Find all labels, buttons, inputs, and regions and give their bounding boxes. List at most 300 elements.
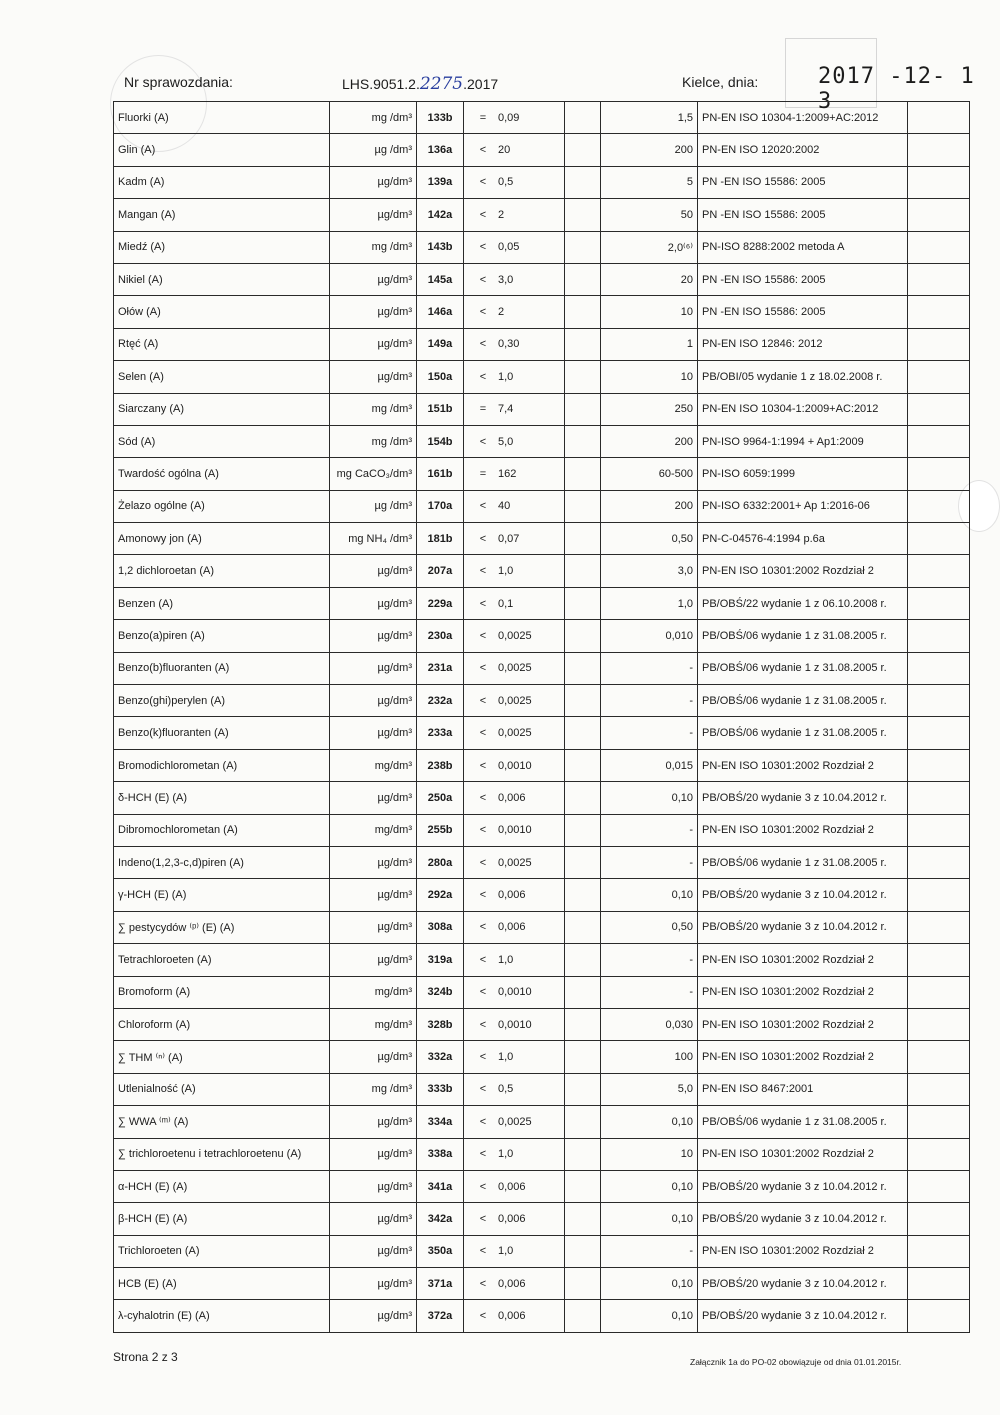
table-row (114, 1203, 970, 1235)
limit-value: 0,10 (601, 1203, 698, 1235)
result-value: 0,0025 (498, 1115, 532, 1128)
method: PN-EN ISO 12846: 2012 (698, 328, 908, 360)
result-value: 20 (498, 144, 511, 157)
result-value: 0,0010 (498, 986, 532, 999)
blank-cell (565, 361, 601, 393)
report-year: .2017 (463, 76, 499, 92)
unit: µg/dm³ (330, 1203, 417, 1235)
result-operator: < (479, 791, 487, 804)
table-row (114, 263, 970, 295)
blank-cell (908, 361, 970, 393)
limit-value: 60-500 (601, 458, 698, 490)
blank-cell (908, 199, 970, 231)
report-number-handwritten: 2275 (419, 74, 464, 94)
method: PN-EN ISO 10304-1:2009+AC:2012 (698, 102, 908, 134)
parameter-name: Benzo(b)fluoranten (A) (114, 652, 330, 684)
method: PN-ISO 8288:2002 metoda A (698, 231, 908, 263)
code: 231a (417, 652, 464, 684)
table-row (114, 166, 970, 198)
result-value: 7,4 (498, 403, 514, 416)
blank-cell (908, 749, 970, 781)
code: 229a (417, 587, 464, 619)
table-row (114, 685, 970, 717)
unit: µg/dm³ (330, 1106, 417, 1138)
unit: mg /dm³ (330, 102, 417, 134)
result-value: 1,0 (498, 1051, 514, 1064)
blank-cell (565, 263, 601, 295)
report-number (342, 74, 498, 94)
result (464, 879, 565, 911)
table-row (114, 555, 970, 587)
result-operator: < (479, 629, 487, 642)
result (464, 263, 565, 295)
table-row (114, 620, 970, 652)
result-operator: < (479, 435, 487, 448)
blank-cell (565, 944, 601, 976)
unit: µg/dm³ (330, 652, 417, 684)
table-row (114, 846, 970, 878)
blank-cell (908, 1073, 970, 1105)
table-row (114, 231, 970, 263)
result (464, 199, 565, 231)
blank-cell (565, 911, 601, 943)
method: PB/OBŚ/06 wydanie 1 z 31.08.2005 r. (698, 1106, 908, 1138)
result (464, 425, 565, 457)
limit-value: 1 (601, 328, 698, 360)
limit-value: 0,50 (601, 911, 698, 943)
unit: µg/dm³ (330, 944, 417, 976)
limit-value: 10 (601, 1138, 698, 1170)
parameter-name: Indeno(1,2,3-c,d)piren (A) (114, 846, 330, 878)
result-value: 2 (498, 306, 505, 319)
blank-cell (908, 717, 970, 749)
blank-cell (565, 1170, 601, 1202)
result (464, 814, 565, 846)
results-table (113, 101, 970, 1333)
table-row (114, 814, 970, 846)
method: PN-EN ISO 12020:2002 (698, 134, 908, 166)
blank-cell (565, 523, 601, 555)
blank-cell (908, 1041, 970, 1073)
result-operator: < (479, 597, 487, 610)
method: PB/OBŚ/06 wydanie 1 z 31.08.2005 r. (698, 685, 908, 717)
table-row (114, 134, 970, 166)
result-value: 1,0 (498, 953, 514, 966)
code: 146a (417, 296, 464, 328)
unit: mg/dm³ (330, 976, 417, 1008)
result-operator: < (479, 986, 487, 999)
limit-value: 200 (601, 134, 698, 166)
result-value: 2 (498, 208, 505, 221)
method: PB/OBŚ/20 wydanie 3 z 10.04.2012 r. (698, 1203, 908, 1235)
blank-cell (565, 134, 601, 166)
result (464, 166, 565, 198)
result-operator: < (479, 1245, 487, 1258)
method: PB/OBI/05 wydanie 1 z 18.02.2008 r. (698, 361, 908, 393)
unit: mg /dm³ (330, 1073, 417, 1105)
blank-cell (565, 1138, 601, 1170)
table-row (114, 296, 970, 328)
table-row (114, 199, 970, 231)
result (464, 361, 565, 393)
result-operator: < (479, 727, 487, 740)
parameter-name: ∑ WWA ⁽ᵐ⁾ (A) (114, 1106, 330, 1138)
blank-cell (908, 652, 970, 684)
code: 145a (417, 263, 464, 295)
blank-cell (565, 231, 601, 263)
result-value: 162 (498, 467, 517, 480)
limit-value: 0,10 (601, 1268, 698, 1300)
method: PN-EN ISO 10301:2002 Rozdział 2 (698, 1235, 908, 1267)
parameter-name: Benzo(ghi)perylen (A) (114, 685, 330, 717)
result-value: 0,0025 (498, 727, 532, 740)
unit: mg/dm³ (330, 1008, 417, 1040)
code: 133b (417, 102, 464, 134)
footer-note: Załącznik 1a do PO-02 obowiązuje od dnia 01.01.2015r. (690, 1357, 902, 1367)
blank-cell (908, 976, 970, 1008)
blank-cell (908, 1138, 970, 1170)
blank-cell (565, 490, 601, 522)
limit-value: 0,015 (601, 749, 698, 781)
parameter-name: γ-HCH (E) (A) (114, 879, 330, 911)
limit-value: - (601, 1235, 698, 1267)
result (464, 652, 565, 684)
result (464, 1041, 565, 1073)
limit-value: 250 (601, 393, 698, 425)
method: PB/OBŚ/20 wydanie 3 z 10.04.2012 r. (698, 1268, 908, 1300)
unit: µg/dm³ (330, 620, 417, 652)
table-row (114, 393, 970, 425)
blank-cell (565, 458, 601, 490)
method: PN -EN ISO 15586: 2005 (698, 166, 908, 198)
blank-cell (565, 846, 601, 878)
result-operator: < (479, 273, 487, 286)
table-row (114, 1300, 970, 1332)
blank-cell (565, 879, 601, 911)
limit-value: 3,0 (601, 555, 698, 587)
blank-cell (908, 231, 970, 263)
unit: µg/dm³ (330, 1170, 417, 1202)
limit-value: 10 (601, 296, 698, 328)
method: PN-EN ISO 10301:2002 Rozdział 2 (698, 1008, 908, 1040)
code: 328b (417, 1008, 464, 1040)
result (464, 1170, 565, 1202)
result-value: 0,0025 (498, 629, 532, 642)
result-operator: < (479, 500, 487, 513)
blank-cell (908, 263, 970, 295)
result-value: 0,006 (498, 1212, 526, 1225)
limit-value: 0,10 (601, 879, 698, 911)
parameter-name: HCB (E) (A) (114, 1268, 330, 1300)
code: 319a (417, 944, 464, 976)
table-row (114, 1138, 970, 1170)
report-header (0, 62, 1000, 114)
blank-cell (565, 587, 601, 619)
code: 139a (417, 166, 464, 198)
result-value: 0,0010 (498, 759, 532, 772)
result-value: 0,006 (498, 889, 526, 902)
code: 308a (417, 911, 464, 943)
result-value: 1,0 (498, 370, 514, 383)
result-value: 0,006 (498, 791, 526, 804)
parameter-name: Benzo(k)fluoranten (A) (114, 717, 330, 749)
parameter-name: δ-HCH (E) (A) (114, 782, 330, 814)
method: PN-ISO 9964-1:1994 + Ap1:2009 (698, 425, 908, 457)
parameter-name: Chloroform (A) (114, 1008, 330, 1040)
blank-cell (908, 490, 970, 522)
unit: µg/dm³ (330, 166, 417, 198)
result (464, 1235, 565, 1267)
result (464, 134, 565, 166)
table-row (114, 879, 970, 911)
result-operator: < (479, 176, 487, 189)
unit: µg/dm³ (330, 685, 417, 717)
blank-cell (565, 652, 601, 684)
parameter-name: Ołów (A) (114, 296, 330, 328)
result-value: 1,0 (498, 565, 514, 578)
code: 292a (417, 879, 464, 911)
unit: µg /dm³ (330, 134, 417, 166)
table-row (114, 523, 970, 555)
blank-cell (908, 782, 970, 814)
result-operator: = (479, 111, 487, 124)
table-row (114, 944, 970, 976)
unit: µg/dm³ (330, 911, 417, 943)
method: PN-ISO 6059:1999 (698, 458, 908, 490)
result-value: 0,30 (498, 338, 520, 351)
result (464, 490, 565, 522)
parameter-name: β-HCH (E) (A) (114, 1203, 330, 1235)
blank-cell (565, 296, 601, 328)
result-value: 0,05 (498, 241, 520, 254)
parameter-name: Miedź (A) (114, 231, 330, 263)
limit-value: - (601, 685, 698, 717)
method: PB/OBŚ/06 wydanie 1 z 31.08.2005 r. (698, 652, 908, 684)
unit: µg/dm³ (330, 199, 417, 231)
code: 136a (417, 134, 464, 166)
code: 207a (417, 555, 464, 587)
result (464, 1268, 565, 1300)
result-operator: < (479, 144, 487, 157)
limit-value: 1,0 (601, 587, 698, 619)
limit-value: 1,5 (601, 102, 698, 134)
blank-cell (565, 102, 601, 134)
blank-cell (908, 134, 970, 166)
method: PN -EN ISO 15586: 2005 (698, 199, 908, 231)
code: 181b (417, 523, 464, 555)
limit-value: 5,0 (601, 1073, 698, 1105)
table-row (114, 102, 970, 134)
result (464, 1106, 565, 1138)
table-row (114, 1268, 970, 1300)
blank-cell (565, 1300, 601, 1332)
unit: µg/dm³ (330, 1300, 417, 1332)
table-row (114, 717, 970, 749)
table-row (114, 782, 970, 814)
result (464, 393, 565, 425)
unit: µg/dm³ (330, 361, 417, 393)
parameter-name: λ-cyhalotrin (E) (A) (114, 1300, 330, 1332)
method: PN-EN ISO 10301:2002 Rozdział 2 (698, 944, 908, 976)
result-value: 5,0 (498, 435, 514, 448)
blank-cell (565, 1008, 601, 1040)
unit: mg /dm³ (330, 231, 417, 263)
code: 150a (417, 361, 464, 393)
code: 280a (417, 846, 464, 878)
result-value: 0,0025 (498, 662, 532, 675)
limit-value: - (601, 652, 698, 684)
result-operator: < (479, 1115, 487, 1128)
blank-cell (908, 1106, 970, 1138)
blank-cell (565, 425, 601, 457)
code: 170a (417, 490, 464, 522)
table-row (114, 1235, 970, 1267)
code: 338a (417, 1138, 464, 1170)
result-value: 0,0025 (498, 856, 532, 869)
method: PN-EN ISO 10301:2002 Rozdział 2 (698, 749, 908, 781)
method: PB/OBŚ/20 wydanie 3 z 10.04.2012 r. (698, 1170, 908, 1202)
code: 154b (417, 425, 464, 457)
result-operator: < (479, 856, 487, 869)
result-operator: = (479, 467, 487, 480)
method: PB/OBŚ/20 wydanie 3 z 10.04.2012 r. (698, 879, 908, 911)
result-operator: < (479, 694, 487, 707)
result (464, 231, 565, 263)
unit: µg/dm³ (330, 879, 417, 911)
result-operator: < (479, 759, 487, 772)
limit-value: 100 (601, 1041, 698, 1073)
method: PN-EN ISO 10304-1:2009+AC:2012 (698, 393, 908, 425)
parameter-name: ∑ trichloroetenu i tetrachloroetenu (A) (114, 1138, 330, 1170)
result-operator: < (479, 824, 487, 837)
parameter-name: Utlenialność (A) (114, 1073, 330, 1105)
blank-cell (565, 199, 601, 231)
method: PB/OBŚ/06 wydanie 1 z 31.08.2005 r. (698, 846, 908, 878)
blank-cell (908, 685, 970, 717)
result-operator: < (479, 370, 487, 383)
table-row (114, 749, 970, 781)
parameter-name: ∑ pestycydów ⁽ᵖ⁾ (E) (A) (114, 911, 330, 943)
result (464, 620, 565, 652)
method: PB/OBŚ/22 wydanie 1 z 06.10.2008 r. (698, 587, 908, 619)
code: 151b (417, 393, 464, 425)
unit: µg/dm³ (330, 717, 417, 749)
result-operator: = (479, 403, 487, 416)
blank-cell (565, 393, 601, 425)
code: 230a (417, 620, 464, 652)
parameter-name: Mangan (A) (114, 199, 330, 231)
result (464, 1008, 565, 1040)
blank-cell (908, 587, 970, 619)
result-value: 0,006 (498, 921, 526, 934)
result (464, 1073, 565, 1105)
code: 350a (417, 1235, 464, 1267)
limit-value: - (601, 814, 698, 846)
parameter-name: Nikiel (A) (114, 263, 330, 295)
method: PN -EN ISO 15586: 2005 (698, 263, 908, 295)
result-value: 0,07 (498, 532, 520, 545)
blank-cell (565, 814, 601, 846)
parameter-name: ∑ THM ⁽ⁿ⁾ (A) (114, 1041, 330, 1073)
parameter-name: Tetrachloroeten (A) (114, 944, 330, 976)
limit-value: 0,10 (601, 1300, 698, 1332)
result (464, 1300, 565, 1332)
result-value: 0,006 (498, 1310, 526, 1323)
result (464, 911, 565, 943)
limit-value: - (601, 976, 698, 1008)
result (464, 976, 565, 1008)
parameter-name: 1,2 dichloroetan (A) (114, 555, 330, 587)
limit-value: 2,0⁽⁶⁾ (601, 231, 698, 263)
parameter-name: Sód (A) (114, 425, 330, 457)
blank-cell (908, 620, 970, 652)
result (464, 587, 565, 619)
unit: µg/dm³ (330, 1268, 417, 1300)
method: PN-EN ISO 10301:2002 Rozdział 2 (698, 976, 908, 1008)
date-stamp: 2017 -12- 1 3 (818, 64, 975, 114)
result-value: 0,09 (498, 111, 520, 124)
table-row (114, 1170, 970, 1202)
limit-value: 200 (601, 490, 698, 522)
parameter-name: Siarczany (A) (114, 393, 330, 425)
table-row (114, 1106, 970, 1138)
result-operator: < (479, 889, 487, 902)
blank-cell (908, 1203, 970, 1235)
code: 149a (417, 328, 464, 360)
result-operator: < (479, 338, 487, 351)
code: 333b (417, 1073, 464, 1105)
blank-cell (908, 328, 970, 360)
result-operator: < (479, 1212, 487, 1225)
parameter-name: Rtęć (A) (114, 328, 330, 360)
unit: µg/dm³ (330, 1138, 417, 1170)
code: 255b (417, 814, 464, 846)
result-operator: < (479, 241, 487, 254)
limit-value: 0,50 (601, 523, 698, 555)
limit-value: 0,010 (601, 620, 698, 652)
unit: µg/dm³ (330, 555, 417, 587)
code: 250a (417, 782, 464, 814)
blank-cell (565, 166, 601, 198)
result-operator: < (479, 1180, 487, 1193)
method: PB/OBŚ/20 wydanie 3 z 10.04.2012 r. (698, 782, 908, 814)
result-value: 0,0010 (498, 824, 532, 837)
method: PN-C-04576-4:1994 p.6a (698, 523, 908, 555)
unit: µg/dm³ (330, 846, 417, 878)
parameter-name: Kadm (A) (114, 166, 330, 198)
result (464, 944, 565, 976)
blank-cell (908, 846, 970, 878)
table-row (114, 911, 970, 943)
table-row (114, 458, 970, 490)
unit: mg /dm³ (330, 393, 417, 425)
result (464, 458, 565, 490)
result-operator: < (479, 208, 487, 221)
table-row (114, 976, 970, 1008)
blank-cell (908, 1170, 970, 1202)
parameter-name: Twardość ogólna (A) (114, 458, 330, 490)
result (464, 749, 565, 781)
result-value: 0,0025 (498, 694, 532, 707)
blank-cell (908, 1268, 970, 1300)
code: 232a (417, 685, 464, 717)
method: PN-EN ISO 10301:2002 Rozdział 2 (698, 1041, 908, 1073)
method: PB/OBŚ/20 wydanie 3 z 10.04.2012 r. (698, 1300, 908, 1332)
blank-cell (908, 296, 970, 328)
limit-value: 0,10 (601, 1106, 698, 1138)
blank-cell (908, 102, 970, 134)
result-value: 0,006 (498, 1277, 526, 1290)
